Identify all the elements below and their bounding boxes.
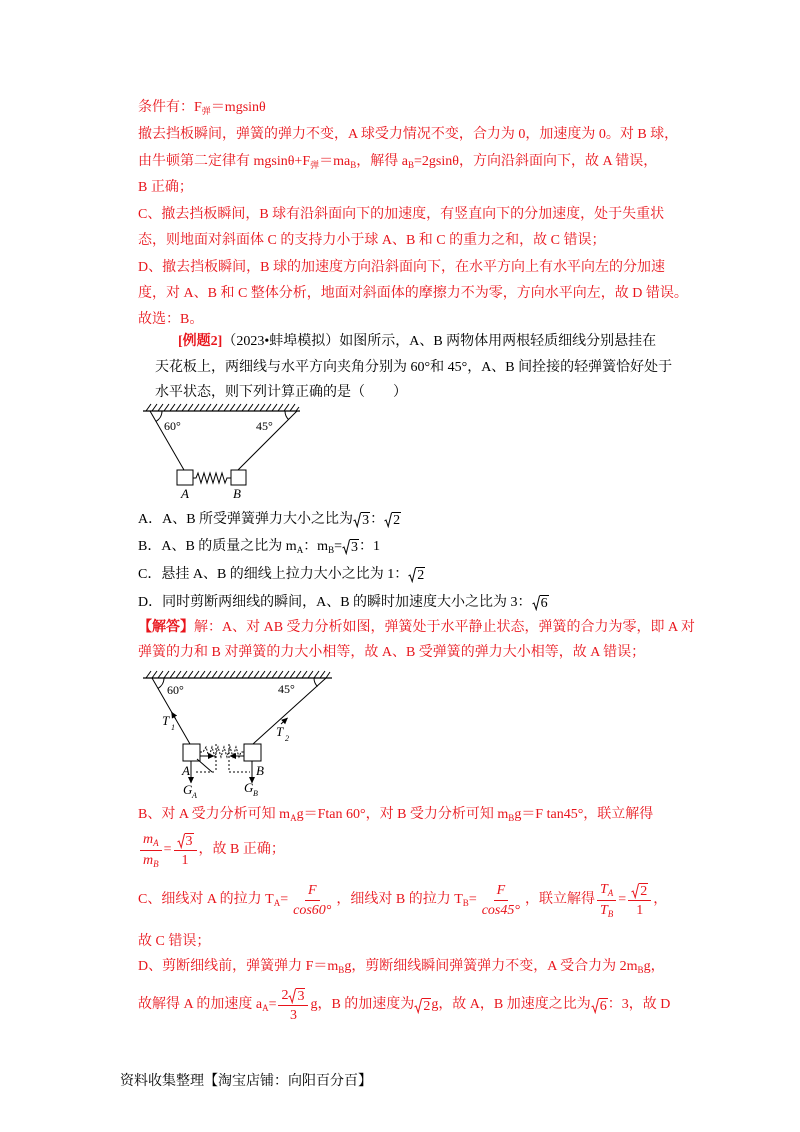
right-angle-arc <box>314 678 318 687</box>
radicand: 6 <box>599 998 607 1014</box>
text: ，故 B 正确； <box>198 842 285 857</box>
sqrt <box>591 997 608 1014</box>
subscript: 弹 <box>201 106 211 116</box>
radicand: 2 <box>423 998 431 1014</box>
radical-sign <box>532 594 540 611</box>
numerator <box>597 881 616 901</box>
sqrt <box>177 832 194 849</box>
text: g，B 的加速度为 <box>310 997 415 1012</box>
text: ：m <box>303 539 329 554</box>
text: B、对 A 受力分析可知 m <box>138 807 291 822</box>
answer-c-line-1 <box>138 880 667 920</box>
example-line-2 <box>155 359 672 377</box>
radical-sign <box>384 511 392 528</box>
text: ：3，故 D <box>607 997 671 1012</box>
text: 如图所示，A、B 两物体用两根轻质细线分别悬挂在 <box>339 334 657 349</box>
sqrt <box>631 882 648 899</box>
answer-d-line-1 <box>138 958 665 976</box>
numerator <box>140 831 162 851</box>
text: B 正确； <box>138 180 193 195</box>
subscript: B <box>350 160 357 170</box>
numerator: F <box>305 882 320 901</box>
subscript: A <box>290 813 297 823</box>
right-angle-arc <box>285 411 289 420</box>
subscript: A <box>153 837 159 848</box>
block-b <box>231 470 246 485</box>
text: ：1 <box>359 539 380 554</box>
ratio-separator: ： <box>370 512 385 527</box>
page-footer <box>120 1073 372 1091</box>
mass-ratio-fraction <box>140 831 162 870</box>
equals-sign: = <box>618 892 627 907</box>
radicand: 2 <box>417 568 425 584</box>
numerator <box>174 832 197 851</box>
example-figure <box>140 400 305 502</box>
text: ，联立解得 <box>524 892 595 907</box>
ceiling-hatch <box>146 671 330 678</box>
value-fraction <box>174 832 197 869</box>
radical-sign <box>288 987 296 1004</box>
answer-c-line-2 <box>138 933 210 951</box>
label-b: B <box>256 763 264 778</box>
label-a: A <box>181 486 189 501</box>
subscript: B <box>407 160 414 170</box>
angle-label-left: 60° <box>167 683 184 697</box>
text: ， <box>653 892 668 907</box>
resultant-line-a <box>197 759 212 772</box>
tension-ratio-fraction <box>597 881 616 920</box>
subscript: A <box>273 898 281 908</box>
radical-sign <box>177 832 185 849</box>
answer-b-line-2 <box>138 830 285 870</box>
subscript: B <box>607 908 614 919</box>
text: 解：A、对 AB 受力分析如图，弹簧处于水平静止状态，弹簧的合力为零，即 A 对 <box>194 620 695 635</box>
numerator: F <box>494 882 509 901</box>
option-a <box>138 511 401 529</box>
text: 故选：B。 <box>138 312 204 327</box>
subscript: A <box>262 1003 269 1013</box>
text: 故解得 A 的加速度 a <box>138 997 263 1012</box>
prev-solution-line-7 <box>138 259 665 277</box>
radicand: 2 <box>393 513 401 529</box>
tension-b-fraction <box>479 882 523 919</box>
radical-sign <box>353 511 361 528</box>
radicand: 3 <box>185 833 193 849</box>
prev-solution-conclusion <box>138 311 203 329</box>
answer-b-line-1 <box>138 806 653 824</box>
text: ，细线对 B 的拉力 T <box>336 892 463 907</box>
angle-label-right: 45° <box>278 682 295 696</box>
answer-d-line-2 <box>138 985 670 1025</box>
equals-sign: = <box>163 842 172 857</box>
footer-text: 资料收集整理【淘宝店铺：向阳百分百】 <box>120 1074 372 1089</box>
denominator <box>597 901 616 920</box>
block-a <box>183 744 200 761</box>
tension-arrow-t1 <box>172 712 176 719</box>
tension-label-t1: T <box>162 713 170 728</box>
gravity-label-a-sub: A <box>192 791 197 800</box>
text: 条件有：F <box>138 100 202 115</box>
force-analysis-figure <box>140 668 335 800</box>
numerator <box>628 882 651 901</box>
sqrt <box>353 511 370 528</box>
radicand: 3 <box>351 540 358 556</box>
prev-solution-line-6 <box>138 232 605 250</box>
subscript: A <box>607 887 614 898</box>
text: T <box>599 881 608 897</box>
text: 撤去挡板瞬间，弹簧的弹力不变，A 球受力情况不变，合力为 0，加速度为 0。对 B 球， <box>138 127 679 142</box>
angle-label-left: 60° <box>164 419 181 433</box>
tension-label-t2-sub: 2 <box>285 734 289 743</box>
option-text: C．悬挂 A、B 的细线上拉力大小之比为 1： <box>138 567 409 582</box>
prev-solution-line-8 <box>138 285 688 303</box>
gravity-label-b: G <box>244 780 254 795</box>
angle-label-right: 45° <box>256 419 273 433</box>
sqrt <box>288 987 305 1004</box>
radical-sign <box>408 566 416 583</box>
sqrt <box>342 538 359 555</box>
text: g， <box>643 959 665 974</box>
equals-sign: = <box>280 892 289 907</box>
text: D、撤去挡板瞬间，B 球的加速度方向沿斜面向下，在水平方向上有水平向左的分加速 <box>138 260 665 275</box>
prev-solution-line-4 <box>138 179 193 197</box>
numerator <box>278 987 308 1006</box>
equals-sign: = <box>268 997 277 1012</box>
radicand: 3 <box>297 988 305 1004</box>
subscript: B <box>637 965 644 975</box>
subscript: B <box>338 965 345 975</box>
denominator: cos45° <box>481 902 520 918</box>
prev-solution-line-2 <box>138 126 678 144</box>
acceleration-fraction <box>278 987 308 1024</box>
option-text: A．A、B 所受弹簧弹力大小之比为 <box>138 512 354 527</box>
text: 度，对 A、B 和 C 整体分析，地面对斜面体的摩擦力不为零，方向水平向左，故 D 错误。 <box>138 286 688 301</box>
radicand: 2 <box>640 883 648 899</box>
equals-sign: = <box>468 892 477 907</box>
gravity-label-b-sub: B <box>253 789 258 798</box>
option-b <box>138 538 380 556</box>
text: T <box>599 902 608 918</box>
text: ＝mgsinθ <box>210 100 266 115</box>
denominator <box>140 851 162 870</box>
text: C、撤去挡板瞬间，B 球有沿斜面向下的加速度，有竖直向下的分加速度，处于失重状 <box>138 207 665 222</box>
text: D、剪断细线前，弹簧弹力 F＝m <box>138 959 339 974</box>
text: g，故 A，B 加速度之比为 <box>431 997 591 1012</box>
example-line-1 <box>178 333 656 351</box>
radical-sign <box>342 538 350 555</box>
answer-line-2 <box>138 644 645 662</box>
prev-solution-line-1 <box>138 99 266 117</box>
text: 弹簧的力和 B 对弹簧的力大小相等，故 A、B 受弹簧的弹力大小相等，故 A 错误； <box>138 645 646 660</box>
subscript: B <box>508 813 515 823</box>
text: ，解得 a <box>356 154 408 169</box>
left-angle-arc <box>158 678 164 688</box>
subscript: B <box>462 898 469 908</box>
text: m <box>143 852 154 868</box>
text: ＝ma <box>319 154 351 169</box>
radical-sign <box>414 997 422 1014</box>
spring <box>193 473 231 483</box>
option-d <box>138 594 549 612</box>
sqrt <box>532 594 549 611</box>
block-b <box>244 744 261 761</box>
answer-line-1 <box>138 619 695 637</box>
text: 态，则地面对斜面体 C 的支持力小于球 A、B 和 C 的重力之和，故 C 错误； <box>138 233 606 248</box>
text: g＝F tan45°，联立解得 <box>514 807 654 822</box>
ceiling-hatch <box>146 404 299 411</box>
text: 天花板上，两细线与水平方向夹角分别为 60°和 45°，A、B 间拴接的轻弹簧恰好处于 <box>155 360 673 375</box>
text: 故 C 错误； <box>138 934 211 949</box>
block-a <box>177 470 193 485</box>
subscript: B <box>328 545 335 555</box>
option-c <box>138 566 425 584</box>
label-b: B <box>233 486 241 501</box>
gravity-label-a: G <box>183 782 193 797</box>
option-text: B．A、B 的质量之比为 m <box>138 539 297 554</box>
prev-solution-line-3 <box>138 153 657 171</box>
denominator: 3 <box>289 1007 297 1023</box>
text: m <box>143 831 154 847</box>
prev-solution-line-5 <box>138 206 664 224</box>
option-text: D．同时剪断两细线的瞬间，A、B 的瞬时加速度大小之比为 3： <box>138 595 532 610</box>
radical-sign <box>591 997 599 1014</box>
coefficient: 2 <box>281 987 289 1003</box>
radicand: 6 <box>540 596 548 612</box>
text: = <box>334 539 342 554</box>
radical-sign <box>631 882 639 899</box>
radicand: 3 <box>362 513 370 529</box>
answer-tag: 【解答】 <box>138 620 194 635</box>
subscript: B <box>153 858 159 869</box>
sqrt <box>414 997 431 1014</box>
denominator: cos60° <box>293 902 332 918</box>
tension-label-t1-sub: 1 <box>171 723 175 732</box>
text: g，剪断细线瞬间弹簧弹力不变，A 受合力为 2m <box>344 959 638 974</box>
value-fraction <box>628 882 651 919</box>
example-tag: [例题2] <box>178 334 223 349</box>
left-angle-arc <box>156 411 162 421</box>
text: 水平状态，则下列计算正确的是（ ） <box>155 385 407 400</box>
text: 由牛顿第二定律有 mgsinθ+F <box>138 154 311 169</box>
example-source: （2023•蚌埠模拟） <box>222 334 340 349</box>
sqrt <box>384 511 401 528</box>
denominator: 1 <box>181 852 189 868</box>
label-a: A <box>182 763 190 778</box>
tension-a-fraction <box>290 882 334 919</box>
text: g＝Ftan 60°，对 B 受力分析可知 m <box>296 807 509 822</box>
subscript: 弹 <box>310 160 320 170</box>
denominator: 1 <box>636 902 644 918</box>
text: C、细线对 A 的拉力 T <box>138 892 274 907</box>
subscript: A <box>296 545 304 555</box>
text: =2gsinθ，方向沿斜面向下，故 A 错误， <box>414 154 658 169</box>
tension-label-t2: T <box>276 724 284 739</box>
sqrt <box>408 566 425 583</box>
